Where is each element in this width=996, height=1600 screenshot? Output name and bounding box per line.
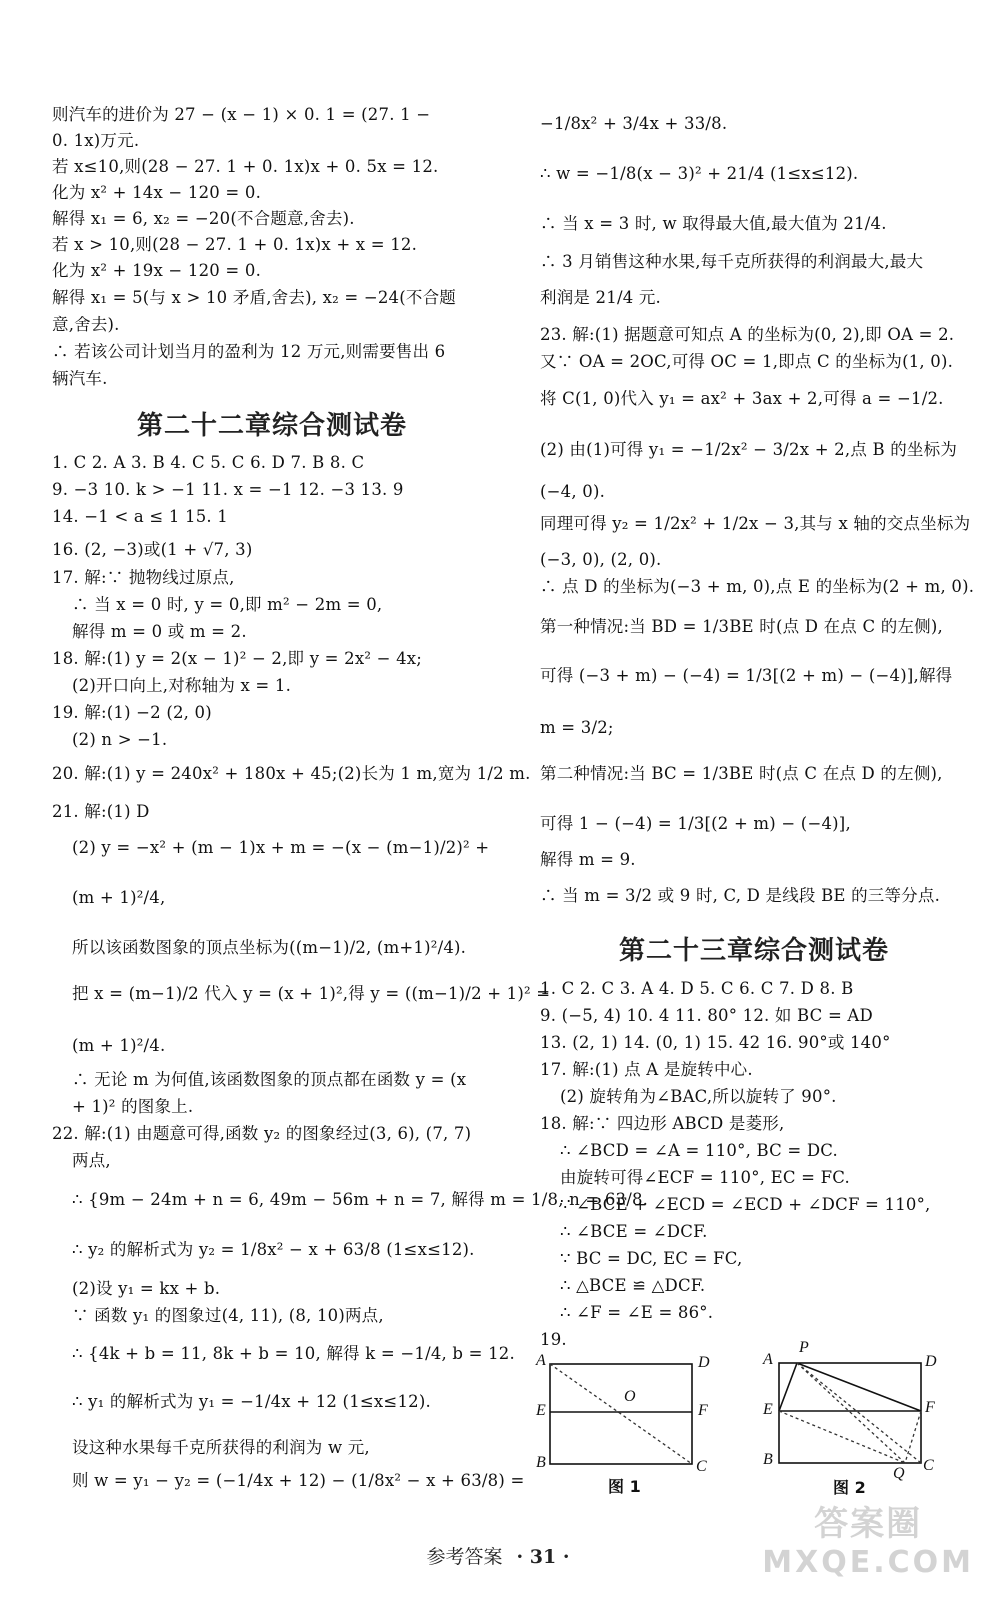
point-label: P: [799, 1339, 809, 1356]
text-line: ∵ 函数 y₁ 的图象过(4, 11), (8, 10)两点,: [72, 1306, 384, 1325]
text-line: 则汽车的进价为 27 − (x − 1) × 0. 1 = (27. 1 −: [52, 105, 431, 124]
text-line: 20. 解:(1) y = 240x² + 180x + 45;(2)长为 1 m,宽为 1/2 m.: [52, 764, 531, 783]
text-line: 则 w = y₁ − y₂ = (−1/4x + 12) − (1/8x² − x + 63/8) =: [72, 1471, 525, 1490]
figure-2: [755, 1339, 965, 1500]
text-line: 意,舍去).: [52, 315, 120, 334]
answer-line: 16. (2, −3)或(1 + √7, 3): [52, 540, 253, 559]
figure-1: [520, 1350, 720, 1500]
point-label: O: [624, 1388, 636, 1405]
text-line: (2) n > −1.: [72, 730, 168, 749]
point-label: C: [923, 1457, 934, 1474]
text-line: 19.: [540, 1330, 567, 1349]
text-line: 17. 解:∵ 抛物线过原点,: [52, 568, 235, 587]
text-line: (2)开口向上,对称轴为 x = 1.: [72, 676, 292, 695]
text-line: ∴ 3 月销售这种水果,每千克所获得的利润最大,最大: [540, 252, 924, 271]
text-line: 将 C(1, 0)代入 y₁ = ax² + 3ax + 2,可得 a = −1/2.: [540, 389, 944, 408]
text-line: ∴ 若该公司计划当月的盈利为 12 万元,则需要售出 6: [52, 342, 446, 361]
watermark-logo: [762, 1496, 974, 1580]
figure-caption: 图 1: [608, 1477, 641, 1496]
point-label: E: [763, 1401, 773, 1418]
point-label: A: [763, 1351, 773, 1368]
text-line: ∴ △BCE ≌ △DCF.: [560, 1276, 706, 1295]
text-line: 17. 解:(1) 点 A 是旋转中心.: [540, 1060, 753, 1079]
answer-line: 1. C 2. C 3. A 4. D 5. C 6. C 7. D 8. B: [540, 979, 854, 998]
section-title-ch23: 第二十三章综合测试卷: [618, 936, 889, 966]
text-line: 所以该函数图象的顶点坐标为((m−1)/2, (m+1)²/4).: [72, 938, 467, 957]
text-line: ∵ ∠BCE + ∠ECD = ∠ECD + ∠DCF = 110°,: [560, 1195, 931, 1214]
point-label: Q: [893, 1465, 905, 1482]
section-title-ch22: 第二十二章综合测试卷: [136, 411, 407, 441]
watermark-text: 答案圈: [814, 1504, 923, 1544]
text-line: ∴ {4k + b = 11, 8k + b = 10, 解得 k = −1/4, b = 12.: [72, 1344, 515, 1363]
text-line: 可得 1 − (−4) = 1/3[(2 + m) − (−4)],: [540, 814, 851, 833]
text-line: 化为 x² + 14x − 120 = 0.: [52, 183, 262, 202]
text-line: ∴ ∠BCE = ∠DCF.: [560, 1222, 708, 1241]
text-line: 第一种情况:当 BD = 1/3BE 时(点 D 在点 C 的左侧),: [540, 617, 943, 636]
text-line: 解得 x₁ = 6, x₂ = −20(不合题意,舍去).: [52, 209, 355, 228]
text-line: 解得 x₁ = 5(与 x > 10 矛盾,舍去), x₂ = −24(不合题: [52, 288, 456, 307]
text-line: ∴ ∠BCD = ∠A = 110°, BC = DC.: [560, 1141, 838, 1160]
footer-label: 参考答案: [426, 1546, 503, 1568]
text-line: 由旋转可得∠ECF = 110°, EC = FC.: [560, 1168, 850, 1187]
text-line: 把 x = (m−1)/2 代入 y = (x + 1)²,得 y = ((m−1)/2 + 1)² =: [72, 984, 551, 1003]
text-line: 利润是 21/4 元.: [540, 288, 661, 307]
text-line: m = 3/2;: [540, 718, 614, 737]
text-line: 化为 x² + 19x − 120 = 0.: [52, 261, 262, 280]
text-line: ∴ w = −1/8(x − 3)² + 21/4 (1≤x≤12).: [540, 164, 859, 183]
point-label: B: [763, 1451, 773, 1468]
answer-line: 1. C 2. A 3. B 4. C 5. C 6. D 7. B 8. C: [52, 453, 365, 472]
point-label: D: [698, 1354, 710, 1371]
text-line: 可得 (−3 + m) − (−4) = 1/3[(2 + m) − (−4)],解得: [540, 666, 953, 685]
answer-line: 14. −1 < a ≤ 1 15. 1: [52, 507, 229, 526]
answer-line: 13. (2, 1) 14. (0, 1) 15. 42 16. 90°或 140°: [540, 1033, 891, 1052]
text-line: 若 x > 10,则(28 − 27. 1 + 0. 1x)x + x = 12.: [52, 235, 418, 254]
text-line: ∴ y₁ 的解析式为 y₁ = −1/4x + 12 (1≤x≤12).: [72, 1392, 431, 1411]
text-line: ∴ y₂ 的解析式为 y₂ = 1/8x² − x + 63/8 (1≤x≤12).: [72, 1240, 475, 1259]
text-line: ∴ 当 m = 3/2 或 9 时, C, D 是线段 BE 的三等分点.: [540, 886, 941, 905]
point-label: D: [925, 1353, 937, 1370]
text-line: 0. 1x)万元.: [52, 131, 140, 150]
text-line: 第二种情况:当 BC = 1/3BE 时(点 C 在点 D 的左侧),: [540, 764, 943, 783]
point-label: E: [536, 1402, 546, 1419]
watermark-url: MXQE.COM: [762, 1545, 974, 1580]
point-label: A: [536, 1352, 546, 1369]
text-line: 22. 解:(1) 由题意可得,函数 y₂ 的图象经过(3, 6), (7, 7): [52, 1124, 472, 1143]
point-label: F: [925, 1399, 935, 1416]
text-line: 解得 m = 9.: [540, 850, 636, 869]
text-line: ∴ {9m − 24m + n = 6, 49m − 56m + n = 7, 解得 m = 1/8, n = 63/8.: [72, 1190, 649, 1209]
text-line: 又∵ OA = 2OC,可得 OC = 1,即点 C 的坐标为(1, 0).: [540, 352, 954, 371]
text-line: 辆汽车.: [52, 369, 108, 388]
text-line: + 1)² 的图象上.: [72, 1097, 194, 1116]
text-line: 同理可得 y₂ = 1/2x² + 1/2x − 3,其与 x 轴的交点坐标为: [540, 514, 971, 533]
text-line: (−4, 0).: [540, 482, 606, 501]
text-line: 解得 m = 0 或 m = 2.: [72, 622, 247, 641]
text-line: 21. 解:(1) D: [52, 802, 150, 821]
text-line: (m + 1)²/4.: [72, 1036, 166, 1055]
text-line: 若 x≤10,则(28 − 27. 1 + 0. 1x)x + 0. 5x = 12.: [52, 157, 439, 176]
text-line: ∴ ∠F = ∠E = 86°.: [560, 1303, 714, 1322]
page-number: · 31 ·: [516, 1546, 570, 1568]
text-line: ∴ 当 x = 0 时, y = 0,即 m² − 2m = 0,: [72, 595, 383, 614]
answer-line: 9. (−5, 4) 10. 4 11. 80° 12. 如 BC = AD: [540, 1006, 873, 1025]
text-line: (−3, 0), (2, 0).: [540, 550, 662, 569]
text-line: 设这种水果每千克所获得的利润为 w 元,: [72, 1438, 370, 1457]
text-line: ∴ 点 D 的坐标为(−3 + m, 0),点 E 的坐标为(2 + m, 0).: [540, 577, 975, 596]
text-line: (2)设 y₁ = kx + b.: [72, 1279, 221, 1298]
text-line: (2) 旋转角为∠BAC,所以旋转了 90°.: [560, 1087, 837, 1106]
figure-caption: 图 2: [833, 1478, 866, 1497]
point-label: C: [696, 1458, 707, 1475]
text-line: 18. 解:∵ 四边形 ABCD 是菱形,: [540, 1114, 785, 1133]
text-line: (2) y = −x² + (m − 1)x + m = −(x − (m−1)/2)² +: [72, 838, 490, 857]
text-line: 23. 解:(1) 据题意可知点 A 的坐标为(0, 2),即 OA = 2.: [540, 325, 955, 344]
text-line: ∴ 无论 m 为何值,该函数图象的顶点都在函数 y = (x: [72, 1070, 467, 1089]
text-line: ∴ 当 x = 3 时, w 取得最大值,最大值为 21/4.: [540, 214, 887, 233]
text-line: (m + 1)²/4,: [72, 888, 166, 907]
text-line: 18. 解:(1) y = 2(x − 1)² − 2,即 y = 2x² − 4x;: [52, 649, 423, 668]
point-label: B: [536, 1454, 546, 1471]
text-line: 两点,: [72, 1151, 111, 1170]
point-label: F: [698, 1402, 708, 1419]
text-line: 19. 解:(1) −2 (2, 0): [52, 703, 212, 722]
text-line: −1/8x² + 3/4x + 33/8.: [540, 114, 728, 133]
answer-line: 9. −3 10. k > −1 11. x = −1 12. −3 13. 9: [52, 480, 404, 499]
text-line: (2) 由(1)可得 y₁ = −1/2x² − 3/2x + 2,点 B 的坐标为: [540, 440, 958, 459]
text-line: ∵ BC = DC, EC = FC,: [560, 1249, 743, 1268]
